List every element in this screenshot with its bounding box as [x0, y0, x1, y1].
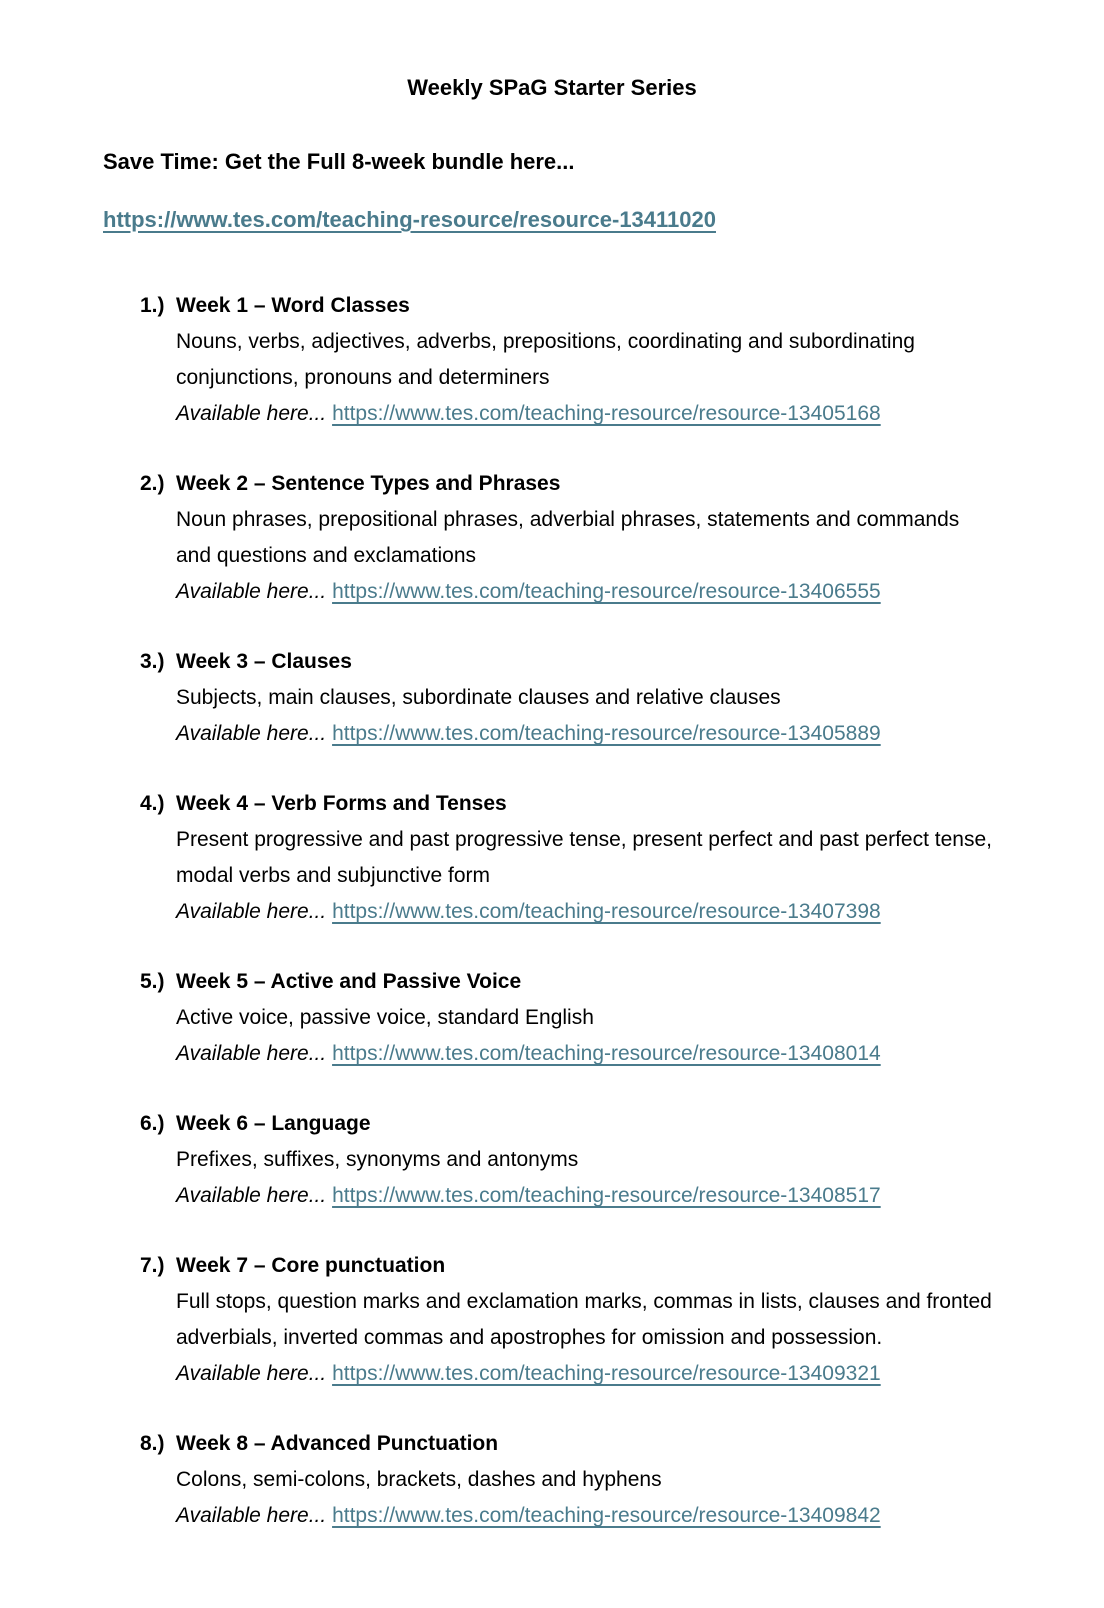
item-description: Full stops, question marks and exclamation marks, commas in lists, clauses and fronted adverbials, inverted commas and apostrophes for omission and possession.: [176, 1290, 992, 1349]
item-title: Week 6 – Language: [176, 1112, 371, 1135]
item-description: Noun phrases, prepositional phrases, adverbial phrases, statements and commands and questions and exclamations: [176, 508, 960, 567]
item-availability: [176, 894, 994, 930]
item-number: 2.): [140, 472, 165, 495]
list-item: [140, 964, 1034, 1072]
list-item: [140, 1426, 1034, 1534]
item-title: Week 1 – Word Classes: [176, 294, 410, 317]
item-title: Week 2 – Sentence Types and Phrases: [176, 472, 561, 495]
item-body: [176, 1106, 994, 1214]
resource-link[interactable]: https://www.tes.com/teaching-resource/resource-13406555: [332, 580, 881, 603]
item-availability: [176, 1178, 994, 1214]
available-here-label: Available here...: [176, 402, 327, 425]
item-description: Nouns, verbs, adjectives, adverbs, prepositions, coordinating and subordinating conjunctions, pronouns and determiners: [176, 330, 915, 389]
item-number: 7.): [140, 1254, 165, 1277]
resource-link[interactable]: https://www.tes.com/teaching-resource/resource-13408517: [332, 1184, 881, 1207]
item-description: Present progressive and past progressive tense, present perfect and past perfect tense, modal verbs and subjunctive form: [176, 828, 992, 887]
item-availability: [176, 1036, 994, 1072]
resource-link[interactable]: https://www.tes.com/teaching-resource/resource-13409321: [332, 1362, 881, 1385]
item-number: 3.): [140, 650, 165, 673]
item-availability: [176, 1498, 994, 1534]
item-body: [176, 288, 994, 432]
item-body: [176, 1248, 994, 1392]
resource-link[interactable]: https://www.tes.com/teaching-resource/resource-13409842: [332, 1504, 881, 1527]
available-here-label: Available here...: [176, 1504, 327, 1527]
resource-link[interactable]: https://www.tes.com/teaching-resource/resource-13405168: [332, 402, 881, 425]
item-title: Week 7 – Core punctuation: [176, 1254, 446, 1277]
bundle-link-line: [103, 206, 1104, 234]
item-title: Week 5 – Active and Passive Voice: [176, 970, 522, 993]
bundle-link[interactable]: https://www.tes.com/teaching-resource/resource-13411020: [103, 207, 716, 232]
resource-link[interactable]: https://www.tes.com/teaching-resource/resource-13405889: [332, 722, 881, 745]
available-here-label: Available here...: [176, 580, 327, 603]
available-here-label: Available here...: [176, 1042, 327, 1065]
item-body: [176, 964, 994, 1072]
available-here-label: Available here...: [176, 1184, 327, 1207]
page-title: Weekly SPaG Starter Series: [407, 75, 697, 100]
item-availability: [176, 1356, 994, 1392]
resource-link[interactable]: https://www.tes.com/teaching-resource/resource-13408014: [332, 1042, 881, 1065]
item-number: 4.): [140, 792, 165, 815]
resource-list: [140, 288, 1034, 1534]
list-item: [140, 1106, 1034, 1214]
item-availability: [176, 396, 994, 432]
item-description: Colons, semi-colons, brackets, dashes and hyphens: [176, 1468, 662, 1491]
item-number: 6.): [140, 1112, 165, 1135]
item-number: 5.): [140, 970, 165, 993]
item-body: [176, 786, 994, 930]
item-description: Subjects, main clauses, subordinate clauses and relative clauses: [176, 686, 781, 709]
item-title: Week 4 – Verb Forms and Tenses: [176, 792, 507, 815]
resource-link[interactable]: https://www.tes.com/teaching-resource/resource-13407398: [332, 900, 881, 923]
list-item: [140, 466, 1034, 610]
item-title: Week 3 – Clauses: [176, 650, 352, 673]
item-body: [176, 466, 994, 610]
available-here-label: Available here...: [176, 900, 327, 923]
item-number: 8.): [140, 1432, 165, 1455]
item-body: [176, 644, 994, 752]
item-description: Active voice, passive voice, standard English: [176, 1006, 594, 1029]
intro-heading: Save Time: Get the Full 8-week bundle here...: [103, 149, 575, 174]
item-availability: [176, 716, 994, 752]
item-availability: [176, 574, 994, 610]
list-item: [140, 786, 1034, 930]
item-body: [176, 1426, 994, 1534]
list-item: [140, 644, 1034, 752]
list-item: [140, 288, 1034, 432]
available-here-label: Available here...: [176, 722, 327, 745]
item-title: Week 8 – Advanced Punctuation: [176, 1432, 499, 1455]
list-item: [140, 1248, 1034, 1392]
item-number: 1.): [140, 294, 165, 317]
item-description: Prefixes, suffixes, synonyms and antonyms: [176, 1148, 579, 1171]
available-here-label: Available here...: [176, 1362, 327, 1385]
